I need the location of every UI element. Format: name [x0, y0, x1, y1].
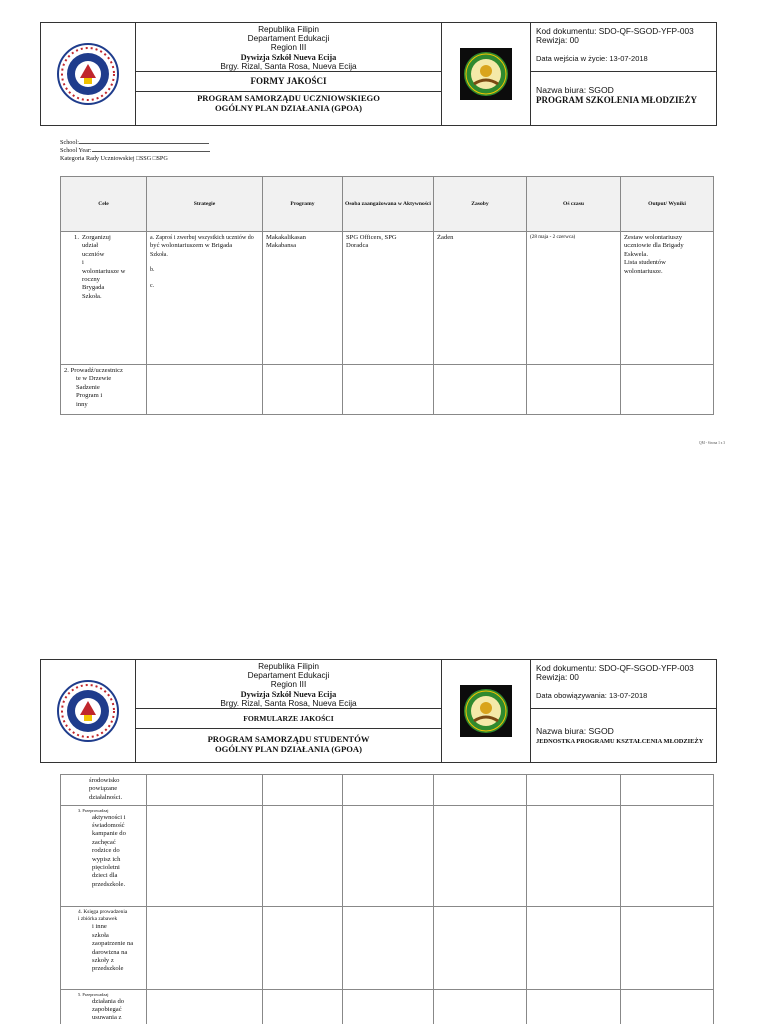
- goal-number: 4.: [78, 909, 83, 915]
- country-text: Republika Filipin: [258, 24, 319, 34]
- col-header: Cele: [61, 177, 147, 232]
- goal-text: aktywności i świadomość kampanie do zachęcać rodzice do wypisz ich pięcioletni dzieci dla przedszkole.: [92, 813, 126, 888]
- department-text: Departament Edukacji: [247, 33, 330, 44]
- goal-small-text: Księga prowadzenia i zbiórka zabawek: [78, 909, 128, 923]
- category-label: Kategoria Rady Uczniowskiej □SSG □SPG: [60, 154, 168, 162]
- strategy-a2: być wolontariuszem w Brigada: [150, 242, 233, 250]
- table-header-row: [61, 177, 714, 232]
- division-text: Dywizja Szkół Nueva Ecija: [240, 689, 337, 699]
- effective-date-text: Data obowiązywania: 13-07-2018: [536, 691, 648, 701]
- school-field[interactable]: [79, 138, 209, 144]
- goal-number: 1.: [74, 234, 79, 241]
- doc-code-text: Kod dokumentu: SDO-QF-SGOD-YFP-003: [536, 26, 694, 36]
- page2-header: [40, 659, 717, 763]
- goal-text: te w Drzewie Sadzenie Program i inny: [76, 375, 112, 408]
- school-label: School:: [60, 139, 79, 146]
- title-line2: OGÓLNY PLAN DZIAŁANIA (GPOA): [215, 103, 362, 113]
- unit-text: PROGRAM SZKOLENIA MŁODZIEŻY: [536, 94, 698, 105]
- col-header: Zasoby: [434, 177, 527, 232]
- table-row: [61, 806, 714, 907]
- doc-code-text: Kod dokumentu: SDO-QF-SGOD-YFP-003: [536, 663, 694, 673]
- goal-text: Zorganizuj udział uczniów i wolontariusze w roczny Brygada Szkoła.: [82, 234, 126, 300]
- deped-seal-logo: [41, 23, 136, 125]
- forms-label: FORMULARZE JAKOŚCI: [136, 709, 441, 729]
- goal-number: 5.: [78, 992, 82, 997]
- goal-text: środowisko powiązane działalności.: [89, 777, 123, 801]
- title-line2: OGÓLNY PLAN DZIAŁANIA (GPOA): [215, 744, 362, 754]
- title-line1: PROGRAM SAMORZĄDU UCZNIOWSKIEGO: [197, 93, 380, 103]
- division-seal-logo: [442, 660, 531, 762]
- col-header: Output/ Wyniki: [621, 177, 714, 232]
- gpoa-table-page2: [60, 774, 714, 1024]
- gpoa-table-page1: [60, 176, 714, 415]
- output-text: Zestaw wolontariuszy uczniowie dla Brigady Eskwela. Lista studentów wolontariusze.: [624, 234, 684, 275]
- table-row: [61, 907, 714, 990]
- goal-number: 3.: [78, 808, 82, 813]
- school-year-label: School Year:: [60, 147, 92, 155]
- table-row: [61, 775, 714, 806]
- office-text: Nazwa biura: SGOD: [536, 726, 614, 736]
- address-text: Brgy. Rizal, Santa Rosa, Nueva Ecija: [220, 697, 357, 708]
- timeline-text: (28 maja - 2 czerwca): [530, 234, 576, 240]
- persons-text: SPG Officers, SPG Doradca: [346, 234, 397, 250]
- effective-date-text: Data wejścia w życie: 13-07-2018: [536, 54, 648, 64]
- deped-seal-logo: [41, 660, 136, 762]
- division-seal-logo: [442, 23, 531, 125]
- page1-header: [40, 22, 717, 126]
- table-row: [61, 232, 714, 365]
- office-text: Nazwa biura: SGOD: [536, 85, 614, 95]
- col-header: Oś czasu: [527, 177, 621, 232]
- goal-number: 2.: [64, 367, 69, 374]
- school-info: [60, 138, 210, 162]
- goal-text: i inne szkoła zaopatrzenie na darowizna na szkoły z przedszkole: [92, 923, 134, 973]
- goal-text: działania do zapobiegać usuwania z: [92, 997, 125, 1022]
- goal-small-text: Prowadź/uczestnicz: [70, 367, 123, 374]
- revision-text: Rewizja: 00: [536, 35, 579, 46]
- strategy-a: a. Zaproś i zwerbuj wszystkich uczniów do: [150, 235, 254, 241]
- school-year-field[interactable]: [92, 146, 210, 152]
- page-footer: QM - Strona 1 z 3: [699, 441, 726, 445]
- address-text: Brgy. Rizal, Santa Rosa, Nueva Ecija: [220, 60, 357, 71]
- program-text: Makakalikasan Makabansa: [266, 234, 306, 250]
- col-header: Strategie: [147, 177, 263, 232]
- department-text: Departament Edukacji: [247, 670, 330, 681]
- col-header: Programy: [263, 177, 343, 232]
- col-header: Osoba zaangażowana w Aktywności: [343, 177, 434, 232]
- resources-text: Żaden: [437, 234, 454, 241]
- forms-label: FORMY JAKOŚCI: [136, 72, 441, 92]
- strategy-c: c.: [150, 282, 155, 289]
- strategy-a3: Szkoła.: [150, 251, 168, 258]
- title-line1: PROGRAM SAMORZĄDU STUDENTÓW: [207, 734, 370, 744]
- division-text: Dywizja Szkół Nueva Ecija: [240, 52, 337, 62]
- unit-text: JEDNOSTKA PROGRAMU KSZTAŁCENIA MŁODZIEŻY: [536, 737, 704, 745]
- country-text: Republika Filipin: [258, 661, 319, 671]
- strategy-b: b.: [150, 267, 155, 274]
- region-text: Region III: [270, 42, 307, 53]
- table-row: [61, 990, 714, 1024]
- region-text: Region III: [270, 679, 307, 690]
- goal-small-text: Przeprowadzaj: [82, 808, 109, 813]
- goal-small-text: Przeprowadzaj: [82, 992, 109, 997]
- table-row: [61, 365, 714, 415]
- revision-text: Rewizja: 00: [536, 672, 579, 683]
